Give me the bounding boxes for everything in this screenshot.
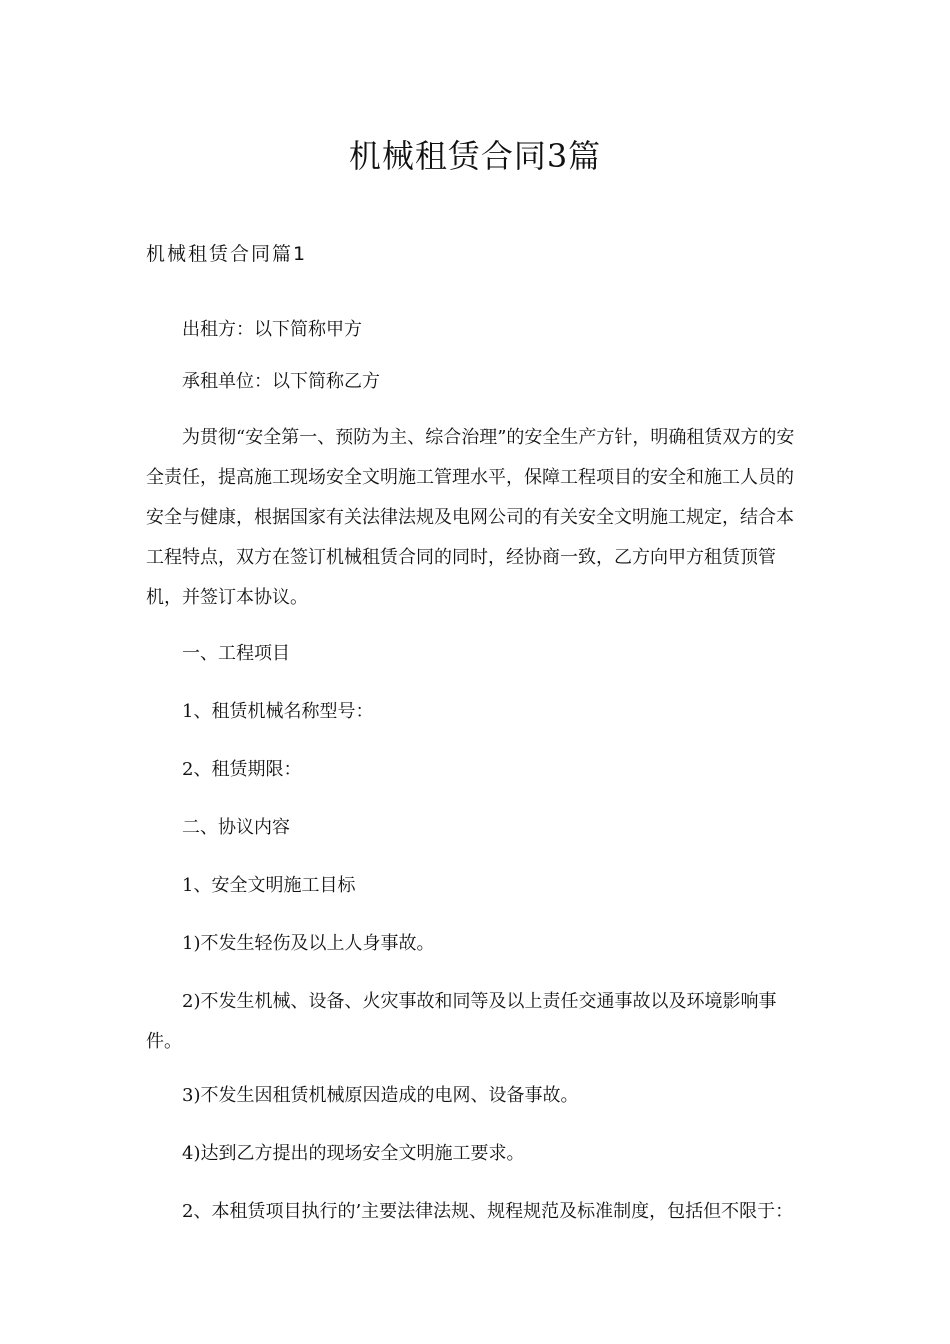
- paragraph-purpose: 为贯彻“安全第一、预防为主、综合治理”的安全生产方针，明确租赁双方的安全责任，提高施工现场安全文明施工管理水平，保障工程项目的安全和施工人员的安全与健康，根据国家有关法律法规及电网公司的有关安全文明施工规定，结合本工程特点，双方在签订机械租赁合同的同时，经协商一致，乙方向甲方租赁顶管机，并签订本协议。: [146, 427, 795, 608]
- paragraph-machine-model: 1、租赁机械名称型号：: [182, 701, 374, 722]
- paragraph-safety-goal: 1、安全文明施工目标: [182, 875, 356, 896]
- paragraph-lessee: 承租单位：以下简称乙方: [182, 371, 380, 392]
- paragraph-lease-term: 2、租赁期限：: [182, 759, 302, 780]
- paragraph-goal-4: 4)达到乙方提出的现场安全文明施工要求。: [182, 1143, 525, 1164]
- paragraph-regulations: 2、本租赁项目执行的’主要法律法规、规程规范及标准制度，包括但不限于：: [182, 1201, 794, 1222]
- paragraph-section-one: 一、工程项目: [182, 643, 290, 664]
- paragraph-goal-3: 3)不发生因租赁机械原因造成的电网、设备事故。: [182, 1085, 579, 1106]
- paragraph-goal-1: 1)不发生轻伤及以上人身事故。: [182, 933, 435, 954]
- paragraph-lessor: 出租方：以下简称甲方: [182, 319, 362, 340]
- section-heading: 机械租赁合同篇1: [146, 243, 308, 265]
- paragraph-section-two: 二、协议内容: [182, 817, 290, 838]
- paragraph-goal-2: 2)不发生机械、设备、火灾事故和同等及以上责任交通事故以及环境影响事件。: [146, 991, 777, 1052]
- document-title: 机械租赁合同3篇: [348, 137, 602, 175]
